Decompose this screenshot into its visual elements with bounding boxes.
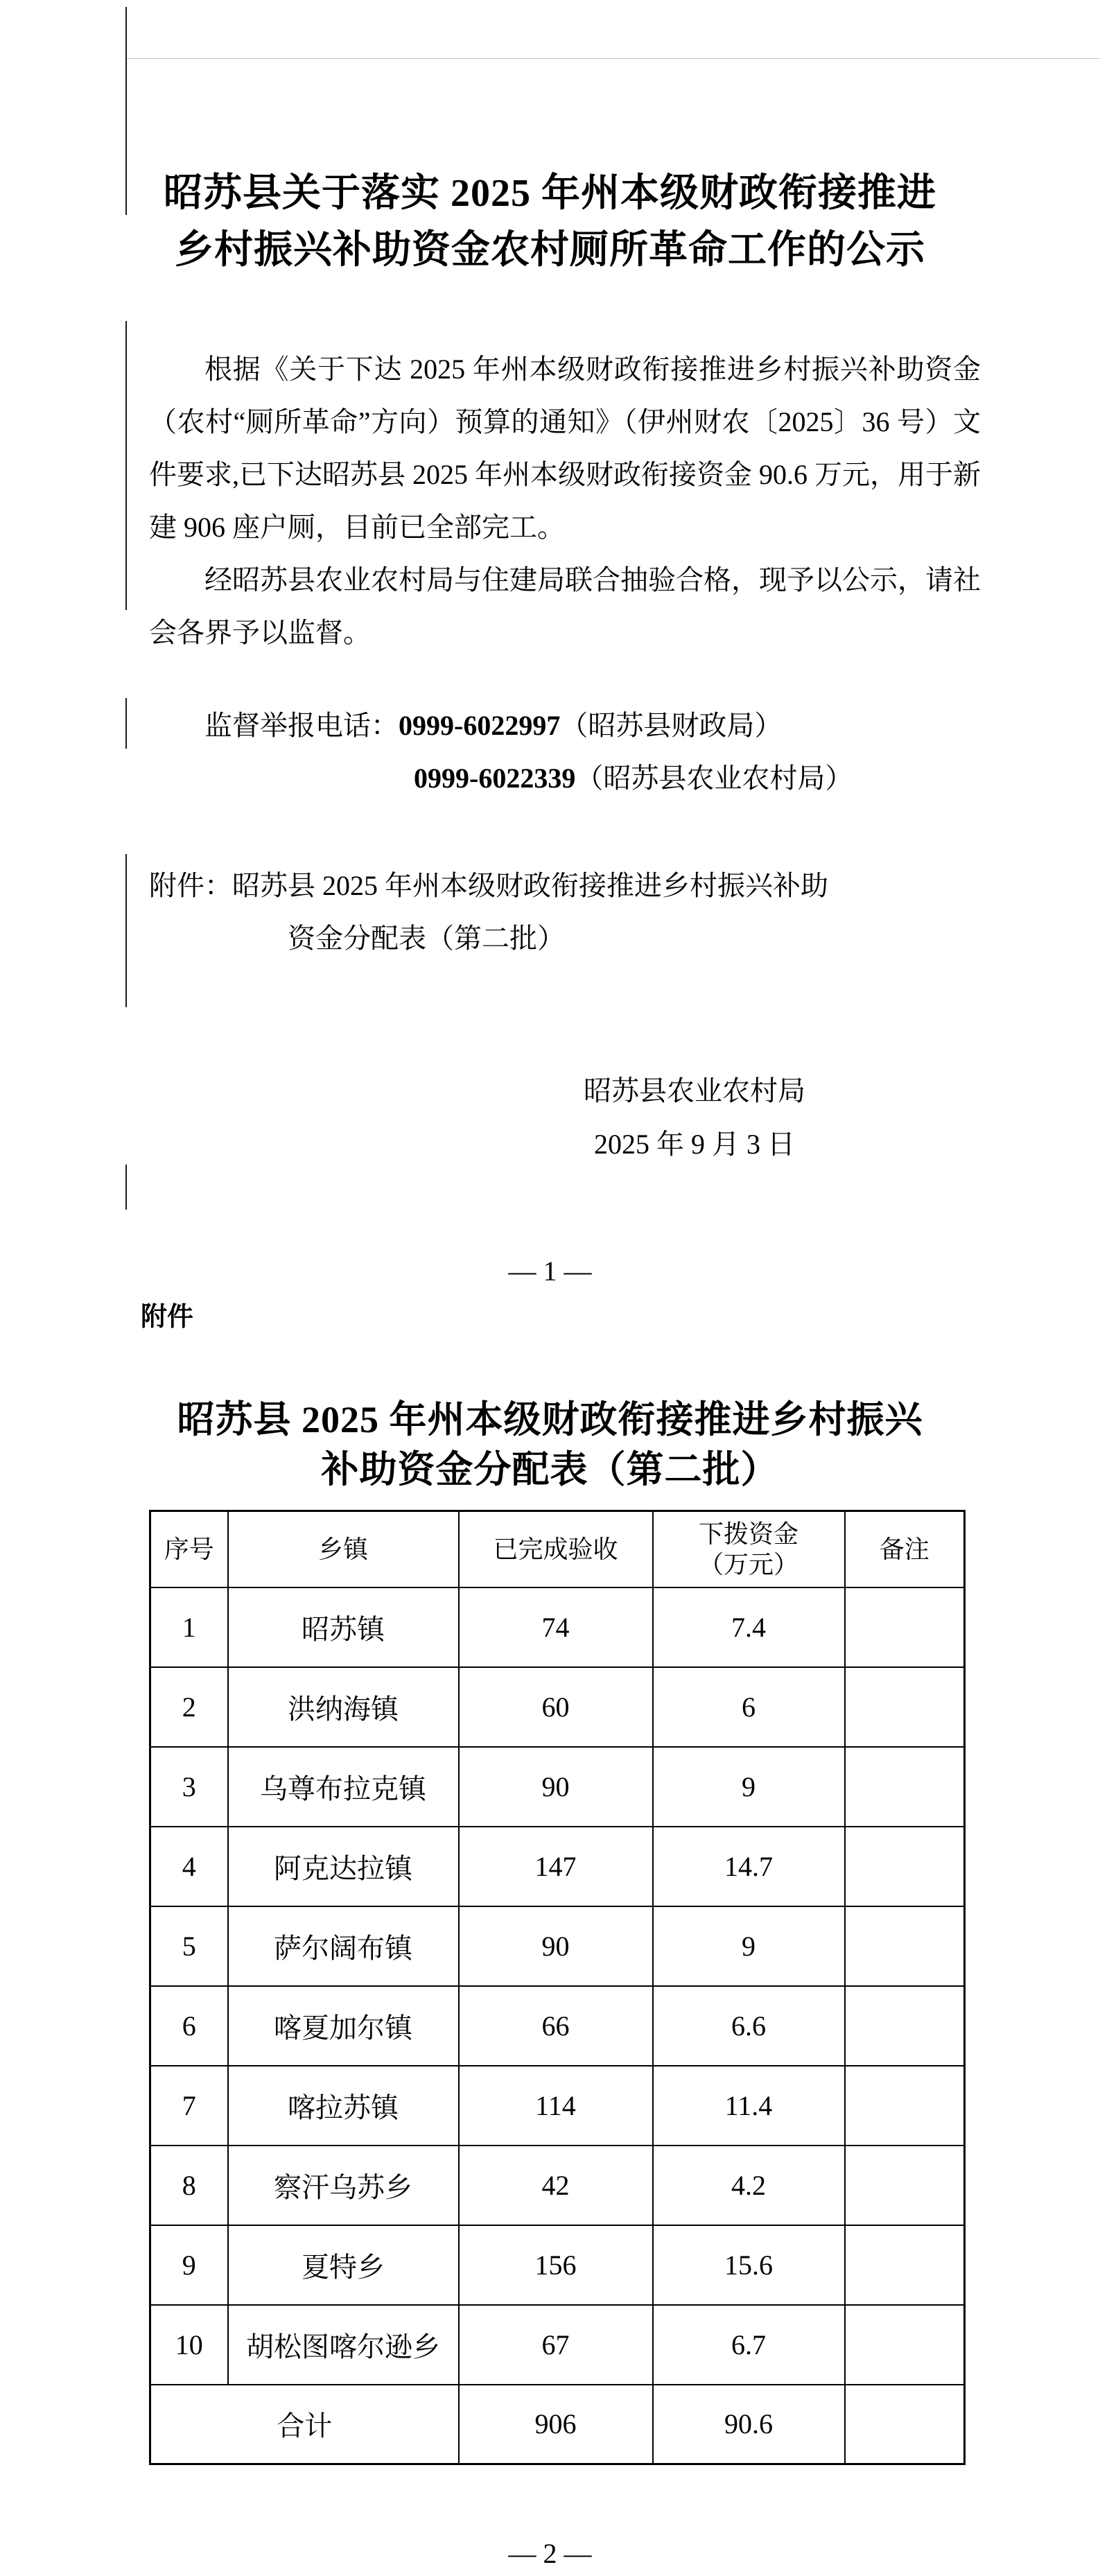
cell-remark: [845, 2225, 965, 2305]
cell-completed: 114: [459, 2066, 653, 2146]
cell-remark: [845, 1667, 965, 1747]
attachment-reference-line-1: 附件：昭苏县 2025 年州本级财政衔接推进乡村振兴补助: [149, 870, 828, 901]
header-fund-line-2: （万元）: [698, 1549, 798, 1578]
cell-completed: 42: [459, 2146, 653, 2225]
cell-town: 喀夏加尔镇: [228, 1986, 459, 2066]
cell-no: 10: [150, 2305, 228, 2385]
cell-town: 昭苏镇: [228, 1587, 459, 1667]
cell-completed: 67: [459, 2305, 653, 2385]
table-row: [150, 2146, 965, 2225]
page-top-rule: [127, 58, 1100, 59]
cell-town: 胡松图喀尔逊乡: [228, 2305, 459, 2385]
cell-town: 阿克达拉镇: [228, 1827, 459, 1906]
cell-total-remark: [845, 2385, 965, 2464]
cell-fund: 15.6: [653, 2225, 845, 2305]
cell-completed: 74: [459, 1587, 653, 1667]
cell-fund: 11.4: [653, 2066, 845, 2146]
header-serial: 序号: [150, 1511, 228, 1587]
table-row: [150, 2066, 965, 2146]
hotline-number-agriculture: 0999-6022339: [414, 763, 576, 794]
notice-title: [0, 165, 1100, 279]
cell-fund: 7.4: [653, 1587, 845, 1667]
notice-body: [149, 343, 981, 659]
hotline-org-agriculture: （昭苏县农业农村局）: [575, 763, 853, 794]
cell-total-fund: 90.6: [653, 2385, 845, 2464]
cell-town: 乌尊布拉克镇: [228, 1747, 459, 1827]
cell-fund: 9: [653, 1906, 845, 1986]
cell-fund: 9: [653, 1747, 845, 1827]
notice-paragraph-1: 根据《关于下达 2025 年州本级财政衔接推进乡村振兴补助资金（农村“厕所革命”方向）预算的通知》（伊州财农〔2025〕36 号）文件要求,已下达昭苏县 2025 年州本级财政衔接资金 90.6 万元，用于新建 906 座户厕，目前已全部完工。: [149, 354, 981, 543]
cell-remark: [845, 2305, 965, 2385]
attachment-label: 附件: [141, 1303, 194, 1332]
hotline-line-2: [149, 752, 1009, 805]
notice-title-line-1: 昭苏县关于落实 2025 年州本级财政衔接推进: [164, 172, 936, 215]
page-number-2: — 2 —: [508, 2538, 592, 2569]
cell-completed: 90: [459, 1747, 653, 1827]
cell-no: 6: [150, 1986, 228, 2066]
cell-town: 洪纳海镇: [228, 1667, 459, 1747]
margin-revision-bar: [125, 321, 127, 610]
margin-revision-bar: [125, 1165, 127, 1210]
issue-date: 2025 年 9 月 3 日: [594, 1129, 795, 1160]
cell-remark: [845, 2066, 965, 2146]
hotline-block: [149, 699, 1009, 805]
cell-no: 5: [150, 1906, 228, 1986]
cell-fund: 6.7: [653, 2305, 845, 2385]
issuing-authority: 昭苏县农业农村局: [584, 1075, 805, 1106]
header-fund-line-1: 下拨资金: [698, 1519, 798, 1548]
notice-paragraph-2: 经昭苏县农业农村局与住建局联合抽验合格，现予以公示，请社会各界予以监督。: [149, 564, 981, 648]
allocation-table-title-line-1: 昭苏县 2025 年州本级财政衔接推进乡村振兴: [177, 1399, 923, 1441]
table-row: [150, 1827, 965, 1906]
table-row: [150, 1587, 965, 1667]
table-header-row: [150, 1511, 965, 1587]
cell-total-label: 合计: [150, 2385, 459, 2464]
cell-remark: [845, 2146, 965, 2225]
cell-remark: [845, 1587, 965, 1667]
allocation-table-title-line-2: 补助资金分配表（第二批）: [321, 1449, 779, 1490]
margin-revision-bar: [125, 698, 127, 749]
table-row: [150, 2225, 965, 2305]
cell-no: 3: [150, 1747, 228, 1827]
header-fund: [653, 1511, 845, 1587]
table-row: [150, 1747, 965, 1827]
cell-no: 8: [150, 2146, 228, 2225]
table-total-row: [150, 2385, 965, 2464]
header-remark: 备注: [845, 1511, 965, 1587]
cell-fund: 14.7: [653, 1827, 845, 1906]
cell-completed: 147: [459, 1827, 653, 1906]
cell-fund: 6: [653, 1667, 845, 1747]
cell-no: 7: [150, 2066, 228, 2146]
cell-fund: 6.6: [653, 1986, 845, 2066]
cell-remark: [845, 1827, 965, 1906]
table-row: [150, 1986, 965, 2066]
margin-revision-bar: [125, 854, 127, 1007]
header-completed: 已完成验收: [459, 1511, 653, 1587]
hotline-label: 监督举报电话：: [204, 710, 399, 741]
cell-completed: 60: [459, 1667, 653, 1747]
attachment-reference-line-2: 资金分配表（第二批）: [288, 923, 565, 954]
table-row: [150, 2305, 965, 2385]
allocation-table: [149, 1510, 966, 2465]
cell-remark: [845, 1906, 965, 1986]
cell-no: 1: [150, 1587, 228, 1667]
cell-completed: 90: [459, 1906, 653, 1986]
allocation-table-title: [0, 1395, 1100, 1495]
page-number-1: — 1 —: [508, 1255, 592, 1287]
hotline-number-finance: 0999-6022997: [399, 710, 561, 741]
cell-town: 夏特乡: [228, 2225, 459, 2305]
cell-total-completed: 906: [459, 2385, 653, 2464]
cell-completed: 66: [459, 1986, 653, 2066]
cell-completed: 156: [459, 2225, 653, 2305]
cell-remark: [845, 1747, 965, 1827]
cell-no: 9: [150, 2225, 228, 2305]
notice-title-line-2: 乡村振兴补助资金农村厕所革命工作的公示: [175, 229, 925, 272]
cell-no: 2: [150, 1667, 228, 1747]
signature-block: [548, 1064, 841, 1171]
cell-town: 喀拉苏镇: [228, 2066, 459, 2146]
cell-fund: 4.2: [653, 2146, 845, 2225]
hotline-org-finance: （昭苏县财政局）: [560, 710, 783, 741]
cell-town: 萨尔阔布镇: [228, 1906, 459, 1986]
header-township: 乡镇: [228, 1511, 459, 1587]
table-row: [150, 1906, 965, 1986]
cell-town: 察汗乌苏乡: [228, 2146, 459, 2225]
cell-no: 4: [150, 1827, 228, 1906]
hotline-line-1: [149, 699, 1009, 752]
attachment-reference: [149, 860, 1009, 965]
cell-remark: [845, 1986, 965, 2066]
table-row: [150, 1667, 965, 1747]
